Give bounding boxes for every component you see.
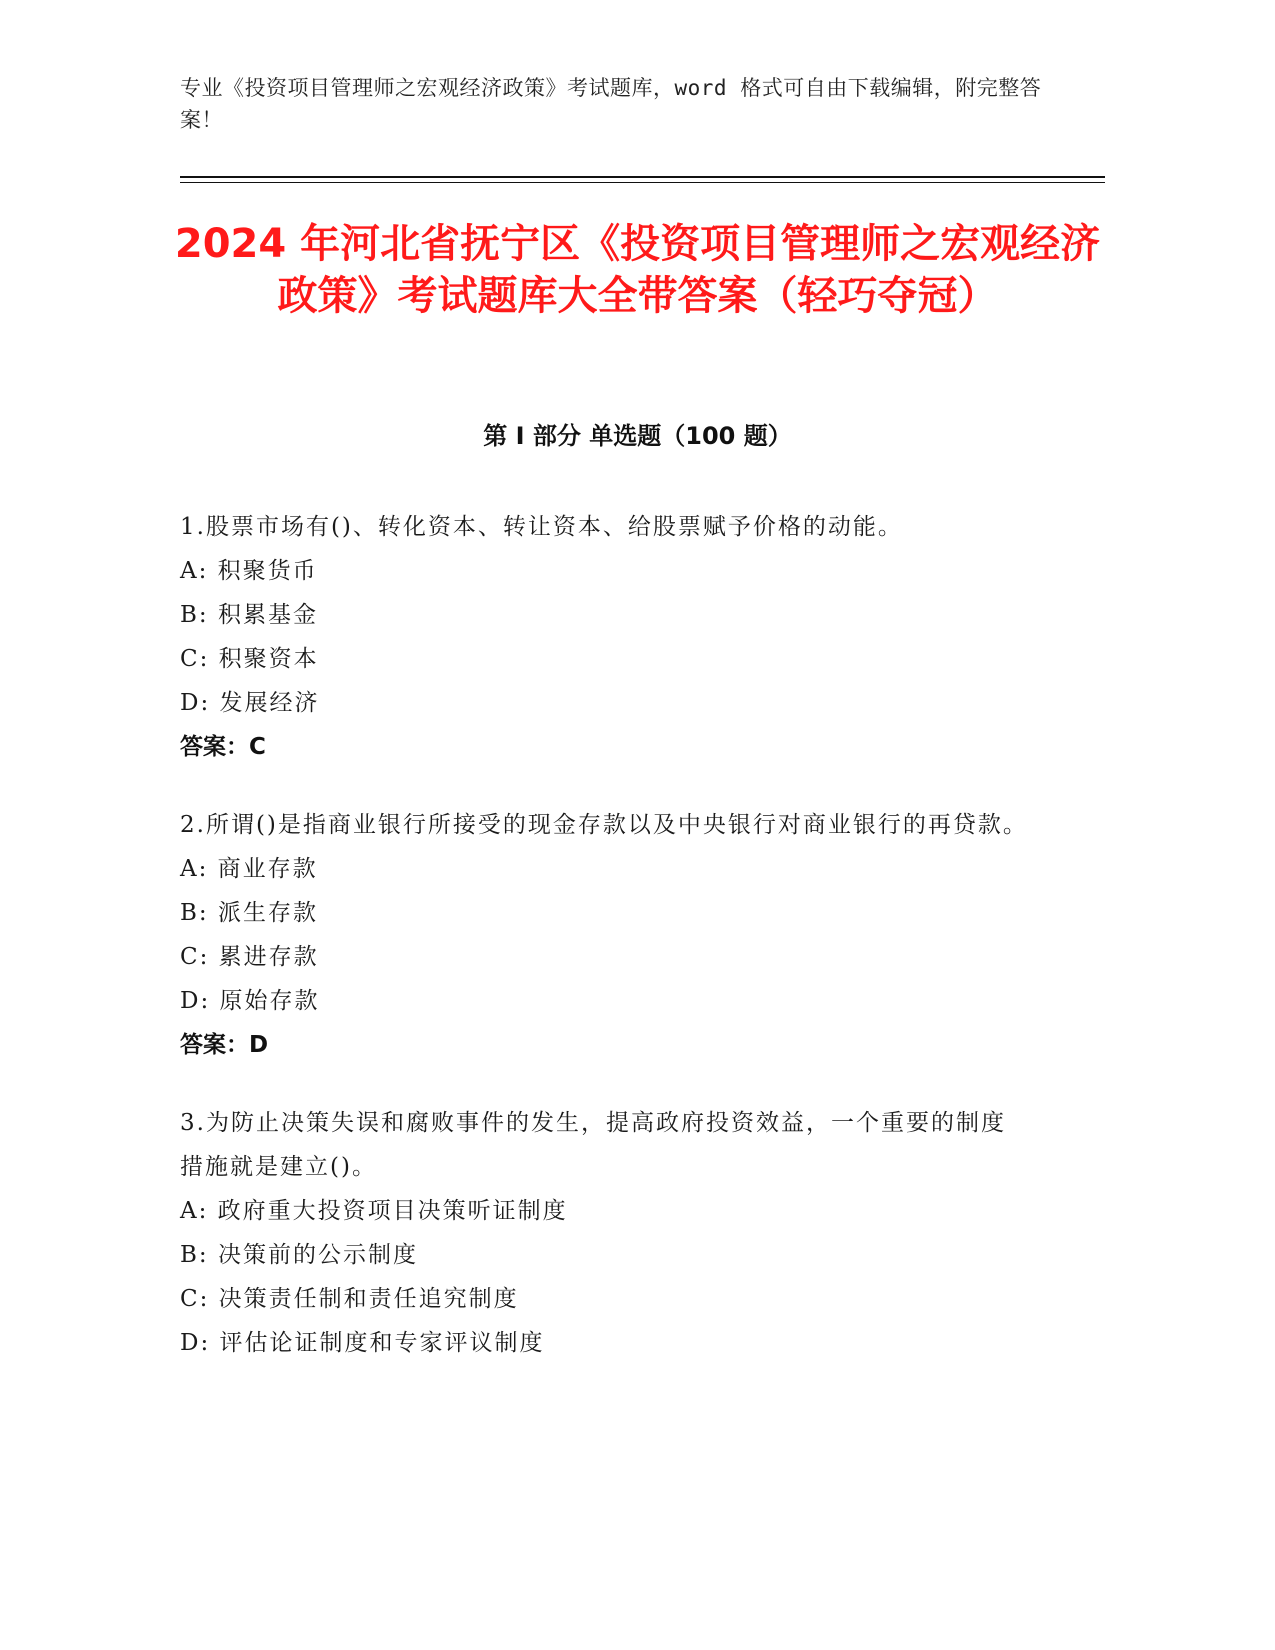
header-note: 专业《投资项目管理师之宏观经济政策》考试题库，word 格式可自由下载编辑，附完整答案！: [180, 76, 1042, 132]
option-b: B: 派生存款: [180, 900, 318, 926]
option-c: C: 决策责任制和责任追究制度: [180, 1286, 519, 1312]
question-stem: 1.股票市场有()、转化资本、转让资本、给股票赋予价格的动能。: [180, 514, 903, 540]
section-title: 第 I 部分 单选题（100 题）: [483, 422, 792, 450]
option-a: A: 商业存款: [180, 856, 318, 882]
option-c: C: 积聚资本: [180, 646, 319, 672]
option-d: D: 原始存款: [180, 988, 320, 1014]
option-c: C: 累进存款: [180, 944, 319, 970]
answer-line: 答案：D: [180, 1032, 269, 1058]
question-stem: 3.为防止决策失误和腐败事件的发生，提高政府投资效益，一个重要的制度措施就是建立()。: [180, 1110, 1006, 1180]
option-a: A: 政府重大投资项目决策听证制度: [180, 1198, 568, 1224]
document-title: 2024 年河北省抚宁区《投资项目管理师之宏观经济政策》考试题库大全带答案（轻巧夺冠）: [174, 221, 1101, 319]
option-d: D: 评估论证制度和专家评议制度: [180, 1330, 545, 1356]
option-b: B: 积累基金: [180, 602, 318, 628]
option-a: A: 积聚货币: [180, 558, 318, 584]
question-2: [180, 803, 1030, 1067]
question-1: [180, 505, 1030, 769]
option-b: B: 决策前的公示制度: [180, 1242, 418, 1268]
option-d: D: 发展经济: [180, 690, 320, 716]
question-list: [180, 505, 1030, 1399]
answer-line: 答案：C: [180, 734, 266, 760]
question-stem: 2.所谓()是指商业银行所接受的现金存款以及中央银行对商业银行的再贷款。: [180, 812, 1028, 838]
header-divider: [180, 176, 1105, 183]
question-3: [180, 1101, 1030, 1365]
